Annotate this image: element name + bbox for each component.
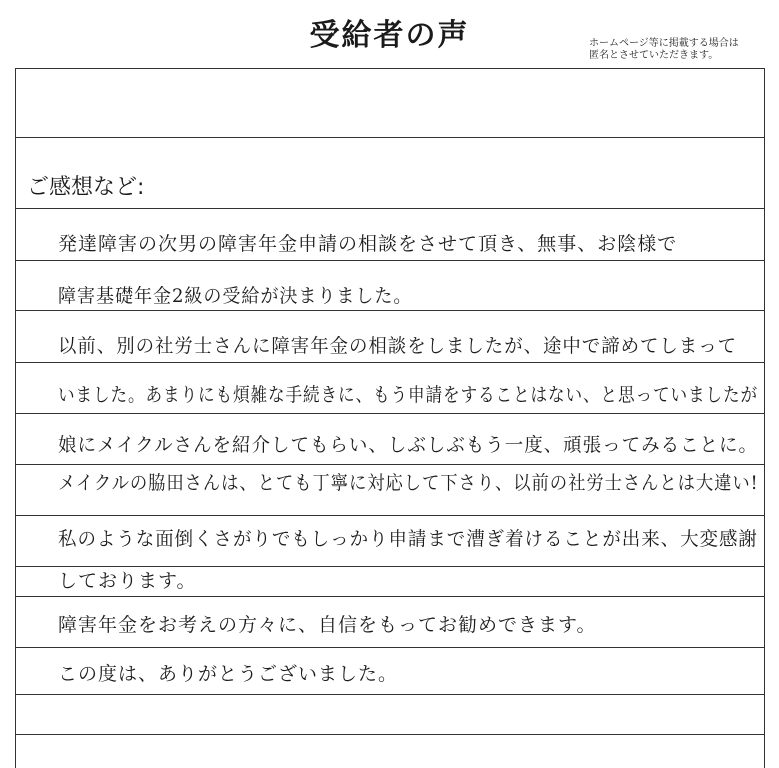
handwritten-line: メイクルの脇田さんは、とても丁寧に対応して下さり、以前の社労士さんとは大違い! <box>58 472 759 494</box>
handwritten-line: 発達障害の次男の障害年金申請の相談をさせて頂き、無事、お陰様で <box>58 233 678 255</box>
handwritten-line: この度は、ありがとうございました。 <box>58 663 399 685</box>
ruled-line <box>15 464 765 465</box>
handwritten-line: いました。あまりにも煩雑な手続きに、もう申請をすることはない、と思っていましたが <box>58 384 759 406</box>
handwritten-line: 障害年金をお考えの方々に、自信をもってお勧めできます。 <box>58 614 597 636</box>
handwritten-line: 以前、別の社労士さんに障害年金の相談をしましたが、途中で諦めてしまって <box>58 335 738 357</box>
handwritten-line: しております。 <box>58 570 197 592</box>
ruled-line <box>15 137 765 138</box>
ruled-line <box>15 362 765 363</box>
ruled-line <box>15 647 765 648</box>
ruled-line <box>15 515 765 516</box>
privacy-note-line-1: ホームページ等に掲載する場合は <box>589 38 739 49</box>
section-heading: ご感想など: <box>27 175 145 200</box>
privacy-note <box>589 38 774 62</box>
ruled-line <box>15 260 765 261</box>
ruled-line <box>15 734 765 735</box>
ruled-line <box>15 310 765 311</box>
handwritten-line: 娘にメイクルさんを紹介してもらい、しぶしぶもう一度、頑張ってみることに。 <box>58 434 759 456</box>
ruled-line <box>15 596 765 597</box>
ruled-line <box>15 208 765 209</box>
privacy-note-line-2: 匿名とさせていただきます。 <box>589 50 719 61</box>
ruled-line <box>15 694 765 695</box>
form-title: 受給者の声 <box>309 18 470 53</box>
ruled-line <box>15 413 765 414</box>
ruled-line <box>15 68 765 69</box>
handwritten-line: 障害基礎年金2級の受給が決まりました。 <box>58 285 413 307</box>
handwritten-line: 私のような面倒くさがりでもしっかり申請まで漕ぎ着けることが出来、大変感謝 <box>58 528 758 550</box>
